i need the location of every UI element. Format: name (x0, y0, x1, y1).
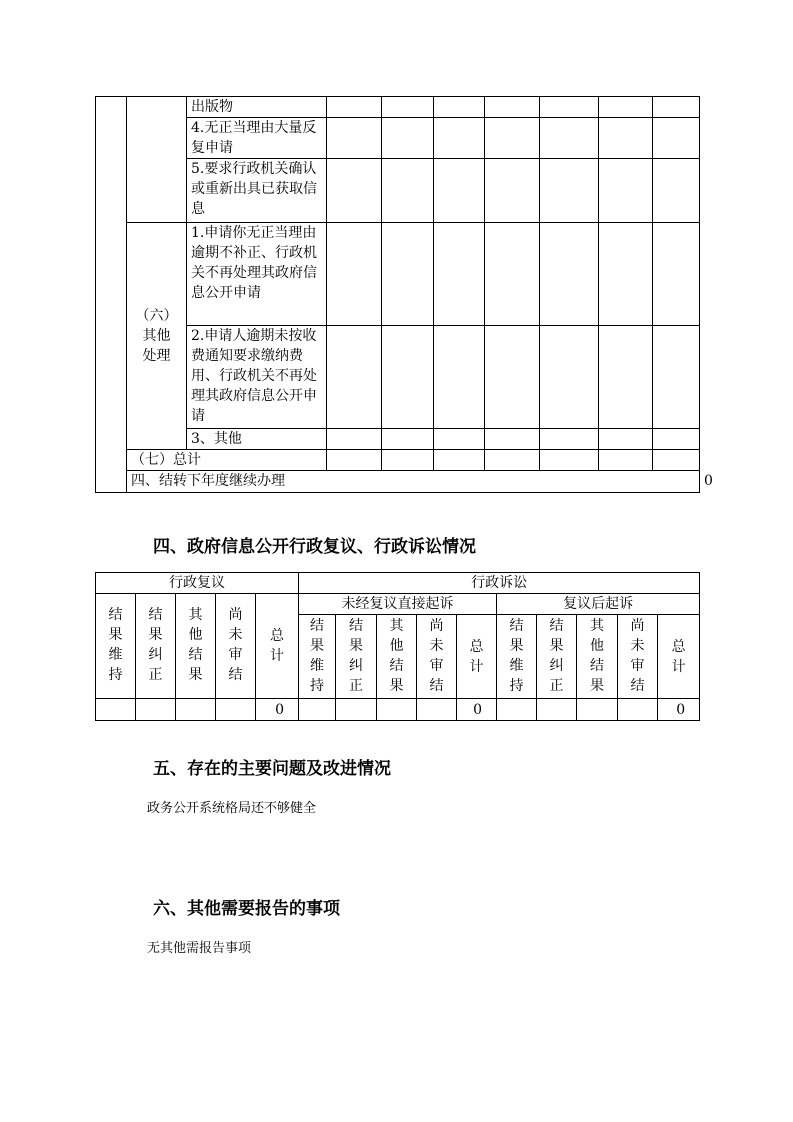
review-litigation-table (95, 572, 700, 721)
col-total: 总 计 (457, 615, 497, 699)
col-other: 其 他 结 果 (176, 594, 216, 699)
table-row (96, 223, 700, 326)
section5-text: 政务公开系统格局还不够健全 (147, 801, 317, 816)
col-corrected: 结 果 纠 正 (136, 594, 176, 699)
review-header: 行政复议 (96, 573, 299, 594)
table-row (96, 573, 700, 594)
carryover-label: 四、结转下年度继续办理 (127, 471, 700, 493)
group-six-label: （六） 其他 处理 (127, 223, 187, 450)
row-label: 5.要求行政机关确认或重新出具已获取信息 (187, 159, 327, 223)
after-review-header: 复议后起诉 (497, 594, 700, 615)
table-row (96, 97, 700, 118)
row-label: 1.申请你无正当理由逾期不补正、行政机关不再处理其政府信息公开申请 (187, 223, 327, 326)
section6-text: 无其他需报告事项 (147, 941, 252, 956)
table-row: 四、结转下年度继续办理 0 (96, 471, 700, 493)
col-pending: 尚 未 审 结 (417, 615, 457, 699)
col-total: 总 计 (256, 594, 299, 699)
col-pending: 尚 未 审 结 (618, 615, 658, 699)
direct-total-value: 0 (457, 699, 497, 721)
col-pending: 尚 未 审 结 (216, 594, 256, 699)
after-total-value: 0 (658, 699, 700, 721)
row-label: 4.无正当理由大量反复申请 (187, 118, 327, 159)
direct-header: 未经复议直接起诉 (299, 594, 497, 615)
col-other: 其 他 结 果 (577, 615, 618, 699)
table-row (96, 699, 700, 721)
disclosure-stats-table (95, 96, 713, 493)
table-row (96, 159, 700, 223)
table-row (96, 118, 700, 159)
row-label: 出版物 (187, 97, 327, 118)
row-label: 2.申请人逾期未按收费通知要求缴纳费用、行政机关不再处理其政府信息公开申请 (187, 326, 327, 429)
section4-heading: 四、政府信息公开行政复议、行政诉讼情况 (153, 537, 476, 557)
col-upheld: 结 果 维 持 (299, 615, 336, 699)
table-row (96, 594, 700, 615)
litigation-header: 行政诉讼 (299, 573, 700, 594)
col-upheld: 结 果 维 持 (497, 615, 537, 699)
table-row (96, 429, 700, 450)
table-row (96, 326, 700, 429)
col-other: 其 他 结 果 (377, 615, 417, 699)
section5-heading: 五、存在的主要问题及改进情况 (153, 759, 391, 779)
col-corrected: 结 果 纠 正 (537, 615, 577, 699)
col-total: 总 计 (658, 615, 700, 699)
col-corrected: 结 果 纠 正 (336, 615, 377, 699)
col-upheld: 结 果 维 持 (96, 594, 136, 699)
row-label: 3、其他 (187, 429, 327, 450)
section6-heading: 六、其他需要报告的事项 (153, 899, 340, 919)
review-total-value: 0 (256, 699, 299, 721)
total-label: （七）总计 (127, 450, 327, 471)
table-row (96, 450, 700, 471)
